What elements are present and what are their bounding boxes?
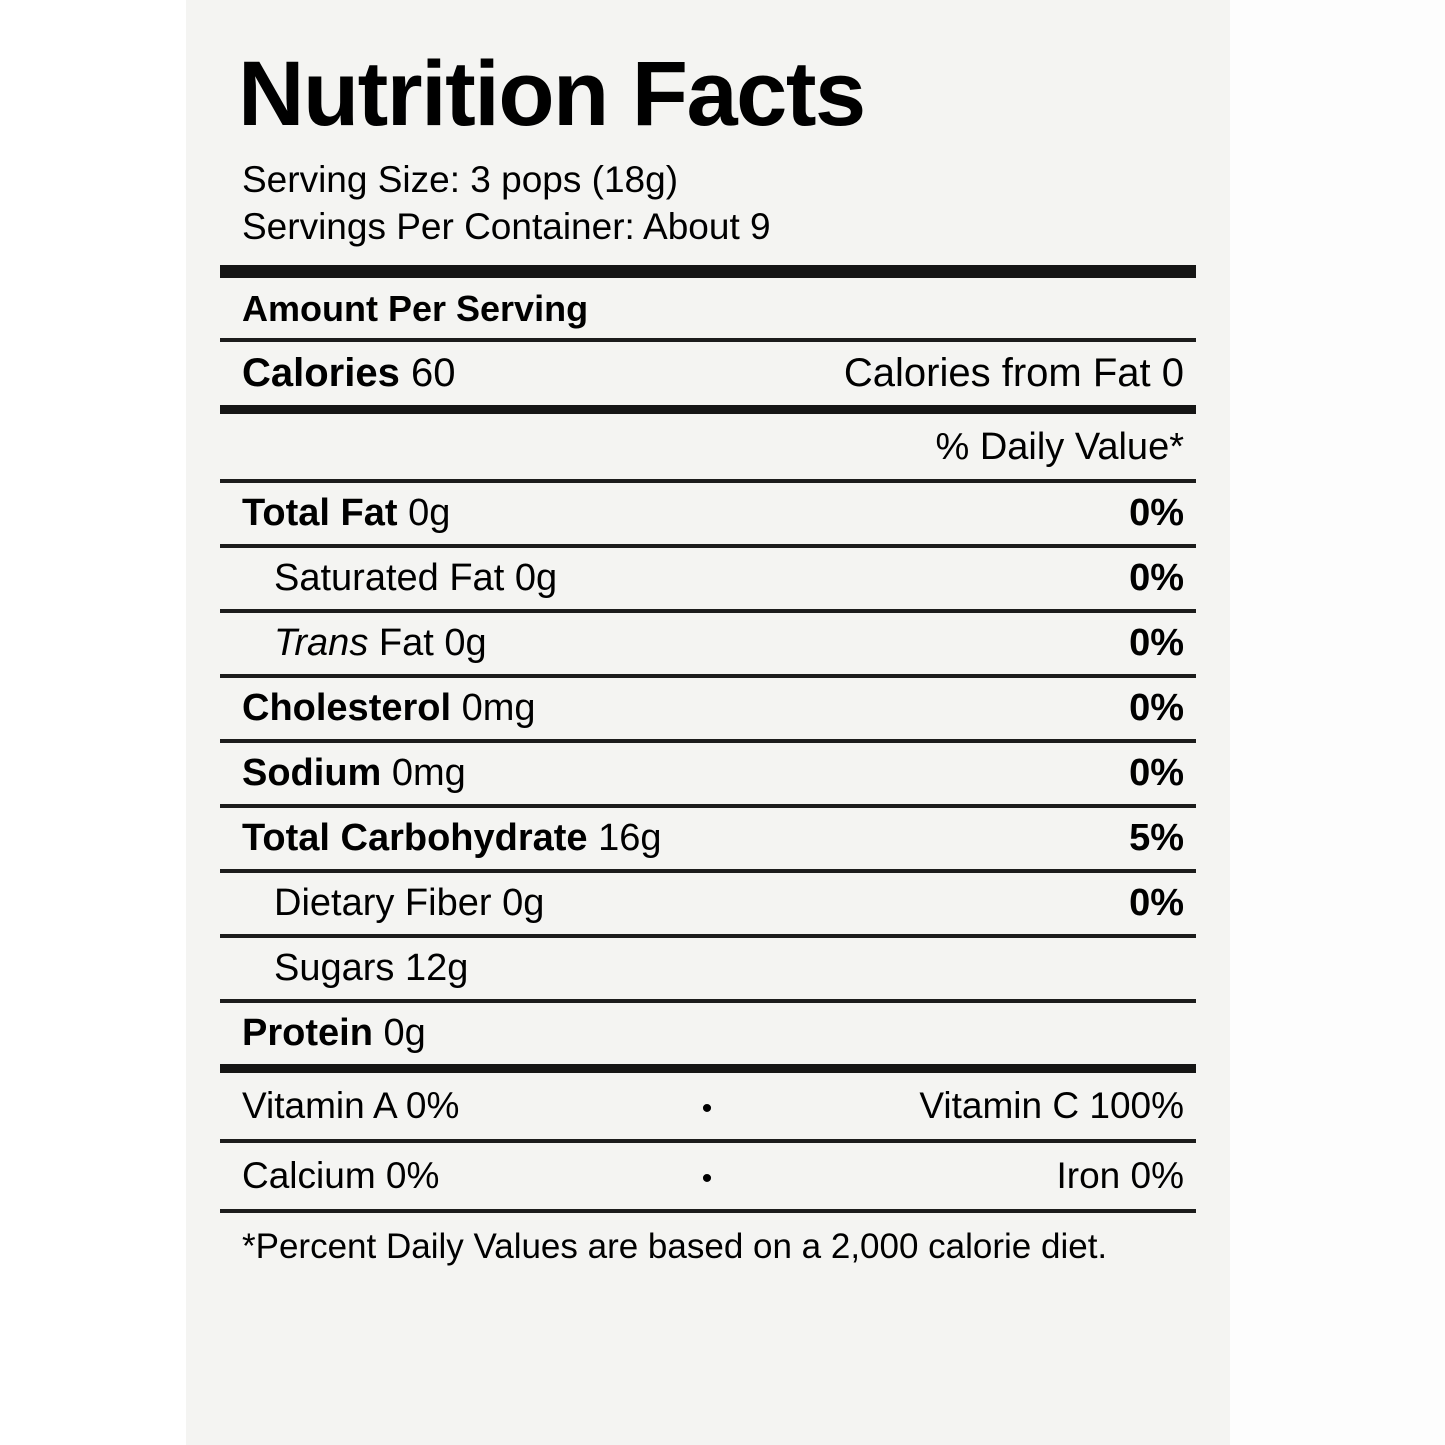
nutrient-name-cell	[242, 817, 662, 860]
divider-med-vitamins	[220, 1064, 1196, 1073]
nutrient-name: Cholesterol	[242, 686, 452, 729]
nutrient-dv: 0%	[1129, 491, 1184, 534]
nutrient-amount: 0g	[514, 556, 558, 599]
calories-label: Calories	[242, 350, 400, 395]
vitamin-row-2	[208, 1143, 1208, 1209]
nutrient-dv: 0%	[1129, 556, 1184, 599]
daily-value-header: % Daily Value*	[935, 425, 1184, 468]
serving-size-text: Serving Size: 3 pops (18g)	[242, 159, 679, 200]
nutrient-amount: 0g	[502, 881, 545, 924]
calories-row	[208, 342, 1208, 405]
nutrient-dv: 0%	[1129, 621, 1184, 664]
nutrition-facts-panel	[186, 0, 1230, 1445]
page-title: Nutrition Facts	[238, 43, 865, 145]
nutrient-amount: 0mg	[391, 751, 466, 794]
nutrient-name-cell	[274, 947, 468, 990]
nutrient-amount: 0g	[383, 1011, 426, 1054]
page-right-margin	[1230, 0, 1445, 1445]
nutrient-amount: Fat 0g	[378, 621, 487, 664]
nutrient-name-cell	[274, 557, 557, 600]
nutrient-name: Saturated Fat	[274, 556, 505, 599]
nutrient-name-cell	[242, 492, 450, 535]
nutrient-name-cell	[242, 1012, 426, 1055]
vitamin-row-1	[208, 1073, 1208, 1139]
nutrient-row-sugars	[208, 938, 1208, 999]
bullet-separator-icon: •	[701, 1091, 713, 1125]
divider-thick-top	[220, 265, 1196, 278]
nutrient-name: Trans	[274, 621, 369, 664]
nutrient-dv: 0%	[1129, 751, 1184, 794]
nutrient-amount: 0g	[408, 491, 451, 534]
nutrient-row-dietary-fiber	[208, 873, 1208, 934]
page-left-margin	[0, 0, 186, 1445]
vitamin-a-value: Vitamin A 0%	[242, 1084, 460, 1126]
servings-per-container-text: Servings Per Container: About 9	[242, 206, 771, 248]
nutrient-name: Sodium	[242, 751, 382, 794]
nutrient-name: Sugars	[274, 946, 395, 989]
nutrient-dv: 0%	[1129, 686, 1184, 729]
nutrient-name: Protein	[242, 1011, 373, 1054]
nutrient-name-cell	[242, 687, 536, 730]
nutrient-amount: 12g	[404, 946, 469, 989]
nutrient-row-sodium	[208, 743, 1208, 804]
bullet-separator-icon: •	[701, 1161, 713, 1195]
nutrient-dv: 0%	[1129, 881, 1184, 924]
nutrient-amount: 0mg	[461, 686, 536, 729]
amount-per-serving-label: Amount Per Serving	[242, 287, 589, 329]
nutrient-row-saturated-fat	[208, 548, 1208, 609]
nutrient-dv: 5%	[1129, 816, 1184, 859]
divider-med-calories	[220, 405, 1196, 414]
nutrient-amount: 16g	[598, 816, 662, 859]
calories-from-fat: Calories from Fat 0	[843, 350, 1184, 395]
nutrient-row-total-fat	[208, 483, 1208, 544]
nutrient-name-cell	[242, 752, 466, 795]
daily-value-footnote: *Percent Daily Values are based on a 2,000 calorie diet.	[242, 1226, 1108, 1266]
nutrient-name-cell	[274, 882, 544, 925]
calcium-value: Calcium 0%	[242, 1154, 440, 1196]
nutrient-row-protein	[208, 1003, 1208, 1064]
calories-cell	[242, 351, 455, 396]
vitamin-c-value: Vitamin C 100%	[919, 1084, 1184, 1126]
nutrient-name-cell	[274, 622, 487, 665]
nutrient-name: Total Carbohydrate	[242, 816, 588, 859]
nutrient-name: Dietary Fiber	[274, 881, 492, 924]
nutrient-row-total-carbohydrate	[208, 808, 1208, 869]
nutrient-row-cholesterol	[208, 678, 1208, 739]
nutrient-name: Total Fat	[242, 491, 398, 534]
iron-value: Iron 0%	[1056, 1154, 1184, 1196]
calories-value: 60	[410, 350, 456, 395]
nutrient-row-trans-fat	[208, 613, 1208, 674]
